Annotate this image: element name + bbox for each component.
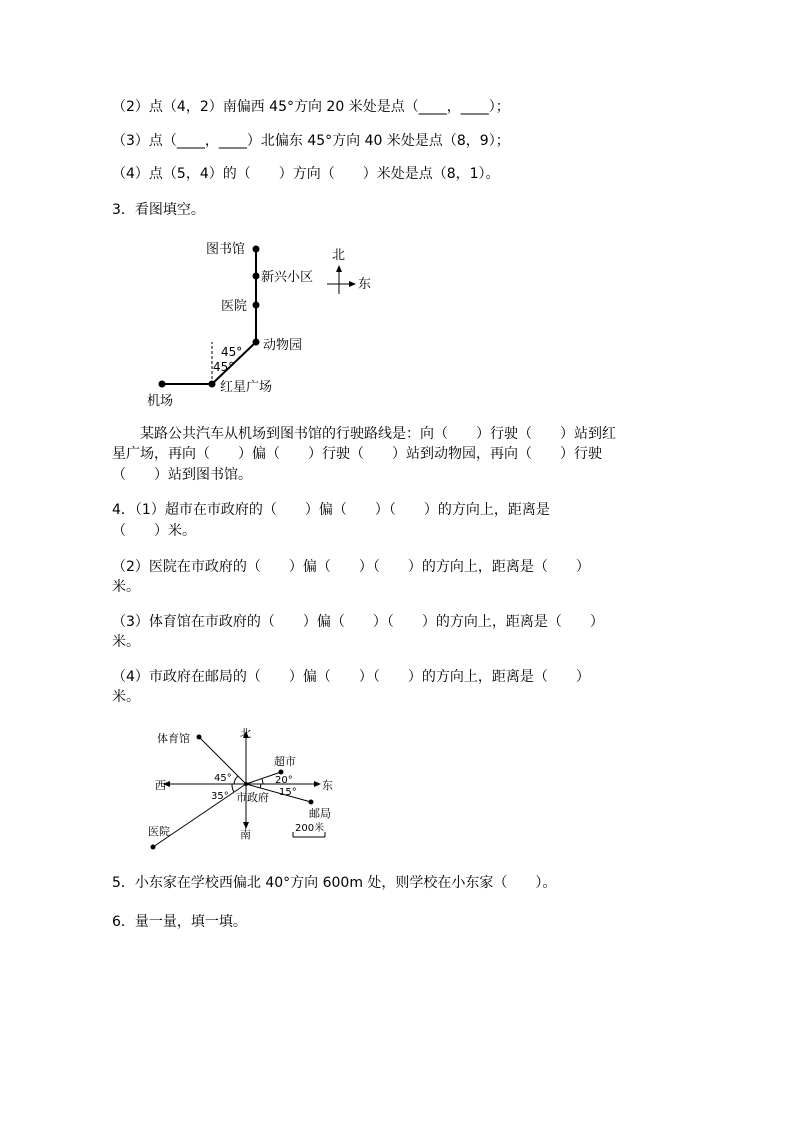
gym-label: 体育馆 [157, 732, 190, 745]
hongxing-label: 红星广场 [220, 380, 273, 395]
route-map [140, 232, 390, 414]
center-label: 市政府 [236, 791, 269, 804]
q3-title: 3．看图填空。 [112, 202, 205, 218]
q4-l4b: 米。 [112, 689, 140, 705]
zoo-point [253, 339, 260, 346]
east-label: 东 [322, 779, 333, 792]
north-label: 北 [240, 727, 251, 740]
q2-line2: （2）点（4，2）南偏西 45°方向 20 米处是点（____，____）； [112, 99, 510, 115]
library-point [253, 246, 260, 253]
hospital-label: 医院 [221, 299, 248, 314]
east-label: 东 [358, 277, 372, 292]
angle-15: 15° [279, 787, 297, 798]
q4-l3b: 米。 [112, 634, 140, 650]
north-label: 北 [332, 248, 346, 263]
library-label: 图书馆 [206, 242, 246, 257]
q3-para3: （ ）站到图书馆。 [112, 467, 252, 483]
post-label: 邮局 [309, 807, 331, 820]
xinxing-point [253, 273, 260, 280]
q4-l1: 4．（1）超市在市政府的（ ）偏（ ）（ ）的方向上，距离是 [112, 502, 550, 518]
q3-para2: 星广场，再向（ ）偏（ ）行驶（ ）站到动物园，再向（ ）行驶 [112, 446, 602, 462]
q4-l1b: （ ）米。 [112, 523, 196, 539]
angle-upper: 45° [221, 345, 243, 359]
q4-l2: （2）医院在市政府的（ ）偏（ ）（ ）的方向上，距离是（ ） [112, 559, 590, 575]
hongxing-point [209, 381, 216, 388]
airport-label: 机场 [147, 394, 174, 409]
q2-line4: （4）点（5，4）的（ ）方向（ ）米处是点（8，1）。 [112, 166, 500, 182]
q5-text: 5．小东家在学校西偏北 40°方向 600m 处，则学校在小东家（ ）。 [112, 875, 557, 891]
south-label: 南 [240, 828, 251, 841]
xinxing-label: 新兴小区 [261, 270, 314, 285]
zoo-label: 动物园 [263, 338, 303, 353]
q6-text: 6．量一量，填一填。 [112, 914, 247, 930]
airport-point [159, 381, 166, 388]
q3-para1: 某路公共汽车从机场到图书馆的行驶路线是：向（ ）行驶（ ）站到红 [140, 426, 616, 442]
q4-l2b: 米。 [112, 579, 140, 595]
angle-35: 35° [211, 791, 229, 802]
angle-lower: 45° [213, 360, 235, 374]
q2-line3: （3）点（____，____）北偏东 45°方向 40 米处是点（8，9）； [112, 133, 510, 149]
direction-map [145, 725, 345, 855]
q4-l3: （3）体育馆在市政府的（ ）偏（ ）（ ）的方向上，距离是（ ） [112, 614, 604, 630]
angle-20: 20° [275, 775, 293, 786]
hospital-label: 医院 [148, 825, 170, 838]
scale-label: 200米 [295, 823, 325, 834]
q4-l4: （4）市政府在邮局的（ ）偏（ ）（ ）的方向上，距离是（ ） [112, 669, 590, 685]
hospital-point [253, 302, 260, 309]
west-label: 西 [155, 779, 166, 792]
angle-45: 45° [214, 773, 232, 784]
supermarket-label: 超市 [274, 755, 296, 768]
